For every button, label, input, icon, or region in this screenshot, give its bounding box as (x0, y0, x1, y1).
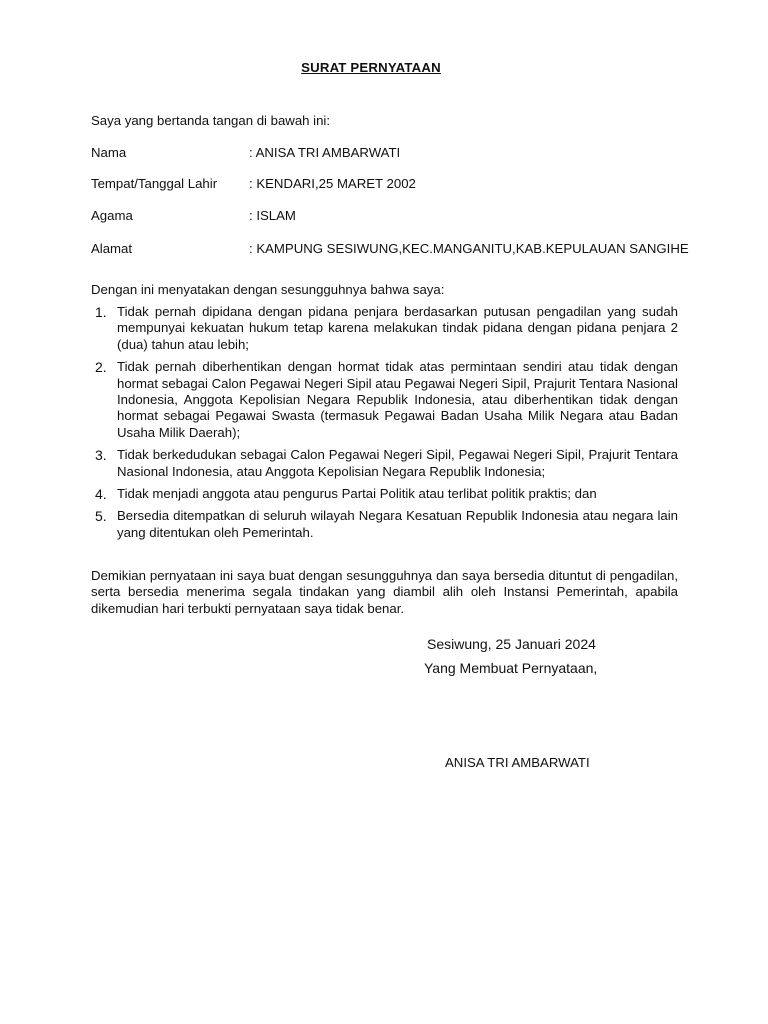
list-item (91, 359, 678, 441)
list-item (91, 304, 678, 353)
list-number: 2. (95, 359, 107, 376)
declaration-intro: Dengan ini menyatakan dengan sesungguhnya bahwa saya: (91, 282, 445, 297)
list-text: Bersedia ditempatkan di seluruh wilayah Negara Kesatuan Republik Indonesia atau negara lain yang ditentukan oleh Pemerintah. (117, 508, 678, 540)
field-value: : KENDARI,25 MARET 2002 (249, 176, 416, 191)
field-label: Tempat/Tanggal Lahir (91, 176, 218, 191)
list-number: 4. (95, 486, 107, 503)
list-item (91, 508, 678, 541)
field-label: Nama (91, 145, 127, 160)
maker-label: Yang Membuat Pernyataan, (424, 660, 598, 676)
declaration-list (91, 304, 678, 547)
document-title: SURAT PERNYATAAN (301, 60, 441, 75)
field-label: Alamat (91, 241, 133, 256)
list-number: 3. (95, 447, 107, 464)
list-number: 1. (95, 304, 107, 320)
field-label: Agama (91, 208, 133, 223)
list-number: 5. (95, 508, 107, 525)
list-item (91, 486, 678, 502)
list-text: Tidak pernah dipidana dengan pidana penjara berdasarkan putusan pengadilan yang sudah mempunyai kekuatan hukum tetap karena melakukan tindak pidana dengan pidana penjara 2 (dua) tahun atau lebih; (117, 304, 678, 352)
list-item (91, 447, 678, 480)
field-value: : KAMPUNG SESIWUNG,KEC.MANGANITU,KAB.KEPULAUAN SANGIHE (249, 241, 689, 256)
place-date: Sesiwung, 25 Januari 2024 (427, 636, 596, 652)
intro-text: Saya yang bertanda tangan di bawah ini: (91, 113, 331, 128)
signer-name: ANISA TRI AMBARWATI (445, 755, 590, 770)
field-value: : ANISA TRI AMBARWATI (249, 145, 401, 160)
closing-paragraph: Demikian pernyataan ini saya buat dengan sesungguhnya dan saya bersedia dituntut di pengadilan, serta bersedia menerima segala tindakan yang diambil alih oleh Instansi Pemerintah, apabila dikemudian hari terbukti pernyataan saya tidak benar. (91, 568, 678, 616)
list-text: Tidak berkedudukan sebagai Calon Pegawai Negeri Sipil, Pegawai Negeri Sipil, Prajurit Tentara Nasional Indonesia, atau Anggota Kepolisian Negara Republik Indonesia; (117, 447, 678, 479)
list-text: Tidak pernah diberhentikan dengan hormat tidak atas permintaan sendiri atau tidak dengan hormat sebagai Calon Pegawai Negeri Sipil atau Pegawai Negeri Sipil, Prajurit Tentara Nasional Indonesia, Anggota Kepolisian Negara Republik Indonesia, atau diberhentikan tidak dengan hormat sebagai Pegawai Swasta (termasuk Pegawai Badan Usaha Milik Negara atau Badan Usaha Milik Daerah); (117, 359, 678, 440)
list-text: Tidak menjadi anggota atau pengurus Partai Politik atau terlibat politik praktis; dan (117, 486, 597, 502)
field-value: : ISLAM (249, 208, 296, 223)
